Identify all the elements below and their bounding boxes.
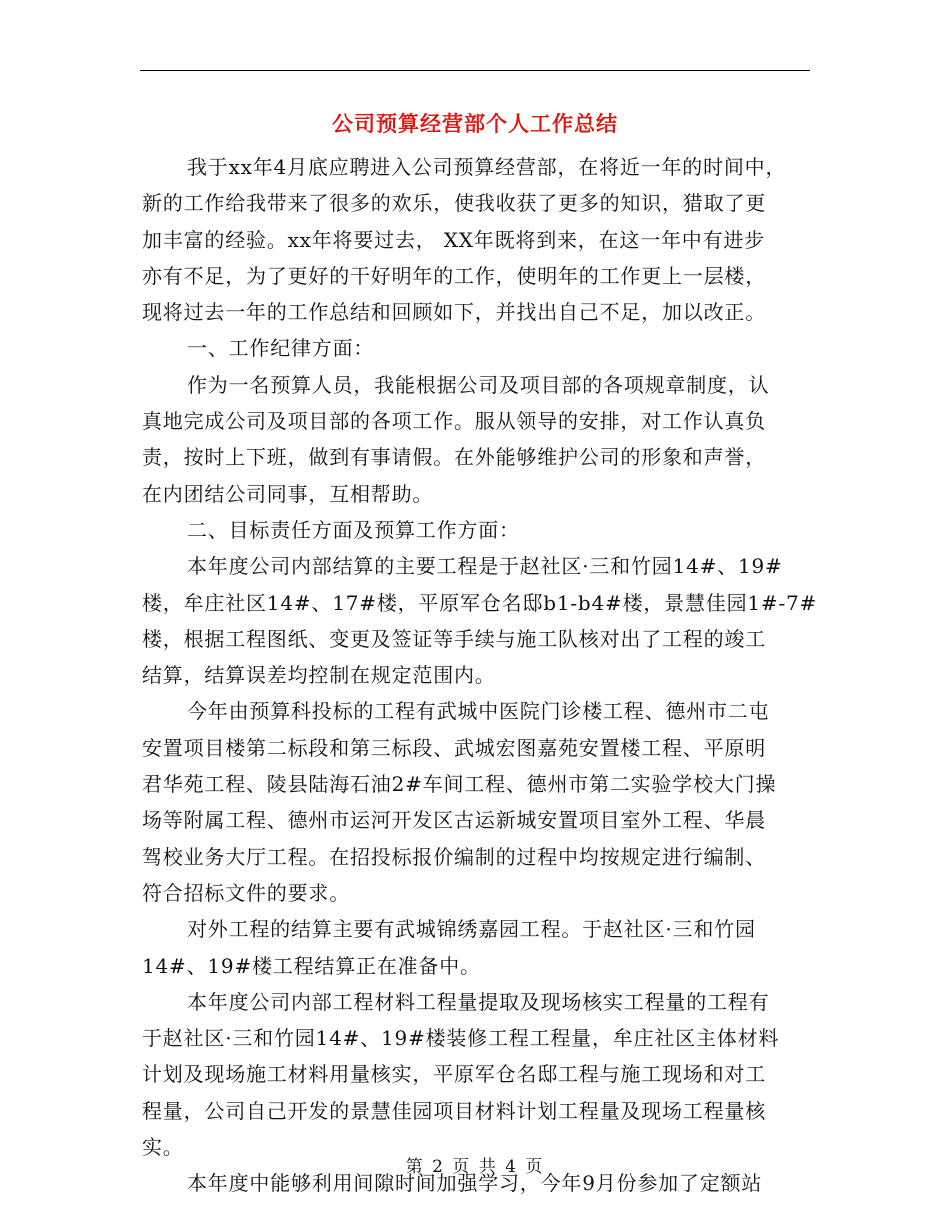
text-line: 亦有不足，为了更好的干好明年的工作，使明年的工作更上一层楼，	[142, 263, 766, 288]
text-line: 楼，根据工程图纸、变更及签证等手续与施工队核对出了工程的竣工	[142, 626, 766, 651]
text-line: 驾校业务大厅工程。在招投标报价编制的过程中均按规定进行编制、	[142, 844, 766, 869]
text-line: 真地完成公司及项目部的各项工作。服从领导的安排，对工作认真负	[142, 409, 766, 434]
text-line: 我于xx年4月底应聘进入公司预算经营部，在将近一年的时间中，	[187, 155, 787, 179]
text-line: 本年度中能够利用间隙时间加强学习，今年9月份参加了定额站	[187, 1171, 763, 1196]
text-line: 一、工作纪律方面：	[187, 336, 375, 361]
paragraph	[142, 149, 812, 330]
text-line: 14#、19#楼工程结算正在准备中。	[142, 953, 481, 978]
paragraph	[142, 693, 812, 911]
text-line: 现将过去一年的工作总结和回顾如下，并找出自己不足，加以改正。	[142, 300, 766, 325]
text-line: 计划及现场施工材料用量核实，平原军仓名邸工程与施工现场和对工	[142, 1062, 766, 1087]
text-line: 于赵社区·三和竹园14#、19#楼装修工程工程量，牟庄社区主体材料	[142, 1026, 780, 1051]
text-line: 结算，结算误差均控制在规定范围内。	[142, 663, 496, 688]
text-line: 本年度公司内部结算的主要工程是于赵社区·三和竹园14#、19#	[187, 554, 783, 579]
text-line: 二、目标责任方面及预算工作方面：	[187, 517, 520, 542]
text-line: 符合招标文件的要求。	[142, 880, 350, 905]
text-line: 加丰富的经验。xx年将要过去， XX年既将到来，在这一年中有进步	[142, 227, 765, 252]
paragraph	[142, 548, 818, 693]
text-line: 新的工作给我带来了很多的欢乐，使我收获了更多的知识，猎取了更	[142, 191, 766, 216]
document-title: 公司预算经营部个人工作总结	[332, 111, 618, 136]
section-heading	[142, 330, 812, 366]
text-line: 作为一名预算人员，我能根据公司及项目部的各项规章制度，认	[187, 372, 770, 397]
paragraph	[142, 911, 812, 984]
document-body	[142, 149, 818, 1202]
text-line: 责，按时上下班，做到有事请假。在外能够维护公司的形象和声誉，	[142, 445, 766, 470]
text-line: 场等附属工程、德州市运河开发区古运新城安置项目室外工程、华晨	[142, 808, 766, 833]
page-number-footer: 第 2 页 共 4 页	[405, 1157, 545, 1177]
paragraph	[142, 367, 812, 512]
text-line: 楼，牟庄社区14#、17#楼，平原军仓名邸b1-b4#楼，景慧佳园1#-7#	[142, 590, 818, 615]
header-rule	[140, 70, 810, 71]
text-line: 对外工程的结算主要有武城锦绣嘉园工程。于赵社区·三和竹园	[187, 917, 756, 942]
text-line: 实。	[142, 1135, 184, 1160]
section-heading	[142, 512, 812, 548]
text-line: 安置项目楼第二标段和第三标段、武城宏图嘉苑安置楼工程、平原明	[142, 735, 766, 760]
text-line: 今年由预算科投标的工程有武城中医院门诊楼工程、德州市二屯	[187, 699, 770, 724]
text-line: 君华苑工程、陵县陆海石油2#车间工程、德州市第二实验学校大门操	[142, 772, 777, 797]
text-line: 在内团结公司同事，互相帮助。	[142, 481, 434, 506]
text-line: 程量，公司自己开发的景慧佳园项目材料计划工程量及现场工程量核	[142, 1098, 766, 1123]
paragraph	[142, 984, 812, 1165]
text-line: 本年度公司内部工程材料工程量提取及现场核实工程量的工程有	[187, 989, 770, 1014]
